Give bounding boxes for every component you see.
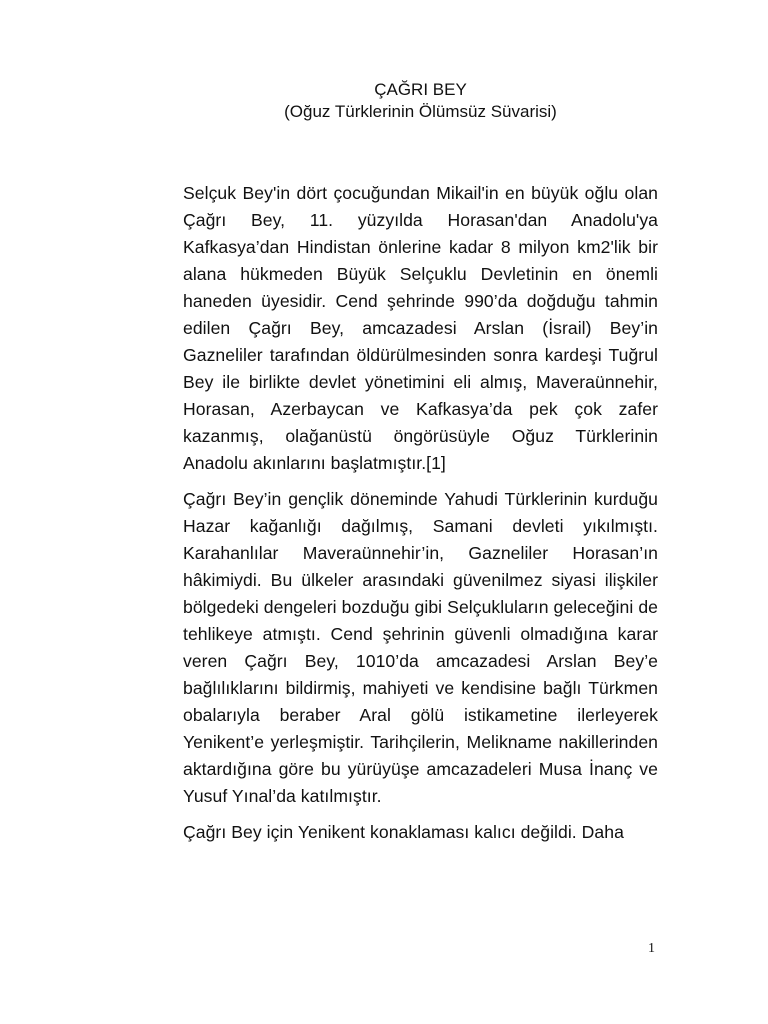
paragraph: Selçuk Bey'in dört çocuğundan Mikail'in en büyük oğlu olan Çağrı Bey, 11. yüzyılda Horasan'dan Anadolu'ya Kafkasya’dan Hindistan önlerine kadar 8 milyon km2'lik bir alana hükmeden Büyük Selçuklu Devletinin en önemli haneden üyesidir. Cend şehrinde 990’da doğduğu tahmin edilen Çağrı Bey, amcazadesi Arslan (İsrail) Bey’in Gazneliler tarafından öldürülmesinden sonra kardeşi Tuğrul Bey ile birlikte devlet yönetimini eli almış, Maveraünnehir, Horasan, Azerbaycan ve Kafkasya’da pek çok zafer kazanmış, olağanüstü öngörüsüyle Oğuz Türklerinin Anadolu akınlarını başlatmıştır.[1] [183, 183, 658, 473]
title-block [0, 79, 768, 123]
paragraph: Çağrı Bey’in gençlik döneminde Yahudi Türklerinin kurduğu Hazar kağanlığı dağılmış, Samani devleti yıkılmıştı. Karahanlılar Maveraünnehir’in, Gazneliler Horasan’ın hâkimiydi. Bu ülkeler arasındaki güvenilmez siyasi ilişkiler bölgedeki dengeleri bozduğu gibi Selçukluların geleceğini de tehlikeye atmıştı. Cend şehrinin güvenli olmadığına karar veren Çağrı Bey, 1010’da amcazadesi Arslan Bey’e bağlılıklarını bildirmiş, mahiyeti ve kendisine bağlı Türkmen obalarıyla beraber Aral gölü istikametine ilerleyerek Yenikent’e yerleşmiştir. Tarihçilerin, Melikname nakillerinden aktardığına göre bu yürüyüşe amcazadeleri Musa İnanç ve Yusuf Yınal’da katılmıştır. [183, 489, 658, 806]
document-subtitle: (Oğuz Türklerinin Ölümsüz Süvarisi) [284, 102, 557, 121]
document-title: ÇAĞRI BEY [374, 80, 467, 99]
page-number: 1 [648, 941, 655, 956]
body-text [183, 180, 658, 855]
paragraph: Çağrı Bey için Yenikent konaklaması kalıcı değildi. Daha [183, 822, 624, 842]
